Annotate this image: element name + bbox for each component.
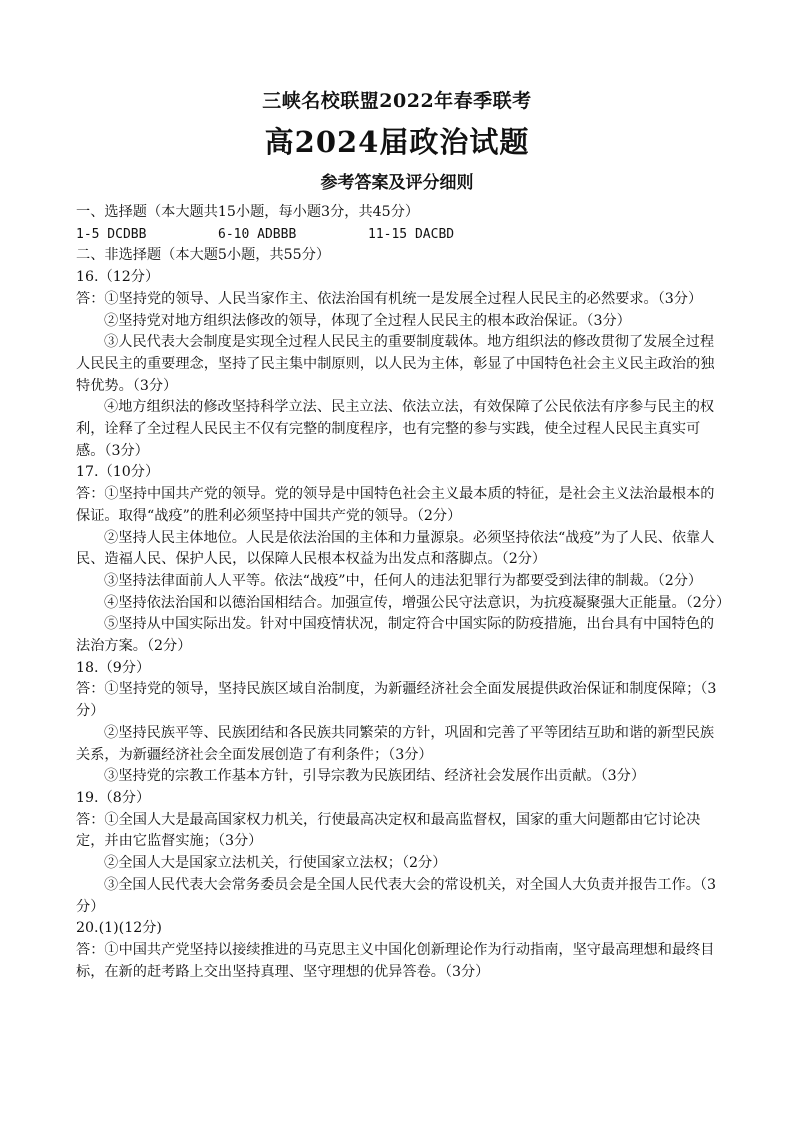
q19-answer-3: ③全国人民代表大会常务委员会是全国人民代表大会的常设机关，对全国人大负责并报告工作。（3分） <box>76 876 716 915</box>
answer-body <box>76 202 731 983</box>
q17-answer-5: ⑤坚持从中国实际出发。针对中国疫情状况，制定符合中国实际的防疫措施，出台具有中国特色的法治方案。（2分） <box>76 616 715 655</box>
answer-key-subtitle: 参考答案及评分细则 <box>320 173 474 193</box>
q17-answer-2: ②坚持人民主体地位。人民是依法治国的主体和力量源泉。必须坚持依法“战疫”为了人民、依靠人民、造福人民、保护人民，以保障人民根本权益为出发点和落脚点。（2分） <box>76 529 715 568</box>
q17-answer-3: ③坚持法律面前人人平等。依法“战疫”中，任何人的违法犯罪行为都要受到法律的制裁。（2分） <box>104 572 703 589</box>
q17-answer-1: 答：①坚持中国共产党的领导。党的领导是中国特色社会主义最本质的特征，是社会主义法治最根本的保证。取得“战疫”的胜利必须坚持中国共产党的领导。（2分） <box>76 486 715 524</box>
choice-group-3: 11-15 DACBD <box>368 226 455 242</box>
nonchoice-section-heading: 二、非选择题（本大题5小题，共55分） <box>76 247 331 264</box>
exam-subject-title: 高2024届政治试题 <box>264 125 530 159</box>
q18-answer-3: ③坚持党的宗教工作基本方针，引导宗教为民族团结、经济社会发展作出贡献。（3分） <box>104 768 646 785</box>
choice-section-heading: 一、选择题（本大题共15小题，每小题3分，共45分） <box>76 204 420 220</box>
q20-answer-1: 答：①中国共产党坚持以接续推进的马克思主义中国化创新理论作为行动指南，坚守最高理想和最终目标，在新的赶考路上交出坚持真理、坚守理想的优异答卷。（3分） <box>76 941 715 980</box>
q18-answer-2: ②坚持民族平等、民族团结和各民族共同繁荣的方针，巩固和完善了平等团结互助和谐的新型民族关系，为新疆经济社会全面发展创造了有利条件；（3分） <box>76 724 715 763</box>
q16-answer-1: 答：①坚持党的领导、人民当家作主、依法治国有机统一是发展全过程人民民主的必然要求。（3分） <box>76 290 703 307</box>
q18-label: 18.（9分） <box>76 659 151 676</box>
q20-label: 20.(1)(12分) <box>76 920 162 937</box>
choice-group-1: 1-5 DCDBB <box>76 226 147 242</box>
q16-label: 16.（12分） <box>76 269 160 286</box>
q17-answer-4: ④坚持依法治国和以德治国相结合。加强宣传，增强公民守法意识，为抗疫凝聚强大正能量。（2分） <box>104 594 731 611</box>
choice-group-2: 6-10 ADBBB <box>218 226 297 242</box>
q16-answer-3: ③人民代表大会制度是实现全过程人民民主的重要制度载体。地方组织法的修改贯彻了发展全过程人民民主的重要理念，坚持了民主集中制原则，以人民为主体，彰显了中国特色社会主义民主政治的独特优势。（3分） <box>76 334 715 394</box>
q16-answer-4: ④地方组织法的修改坚持科学立法、民主立法、依法立法，有效保障了公民依法有序参与民主的权利，诠释了全过程人民民主不仅有完整的制度程序，也有完整的参与实践，使全过程人民民主真实可感。（3分） <box>76 399 715 459</box>
q17-label: 17.（10分） <box>76 464 160 481</box>
exam-alliance-title: 三峡名校联盟2022年春季联考 <box>262 90 532 112</box>
q18-answer-1: 答：①坚持党的领导，坚持民族区域自治制度，为新疆经济社会全面发展提供政治保证和制度保障；（3分） <box>76 681 717 720</box>
q19-answer-1: 答：①全国人大是最高国家权力机关，行使最高决定权和最高监督权，国家的重大问题都由它讨论决定，并由它监督实施；（3分） <box>76 811 701 850</box>
q16-answer-2: ②坚持党对地方组织法修改的领导，体现了全过程人民民主的根本政治保证。（3分） <box>104 312 631 329</box>
q19-label: 19.（8分） <box>76 789 151 806</box>
choice-answers-row <box>76 224 728 246</box>
q19-answer-2: ②全国人大是国家立法机关，行使国家立法权；（2分） <box>104 855 447 872</box>
